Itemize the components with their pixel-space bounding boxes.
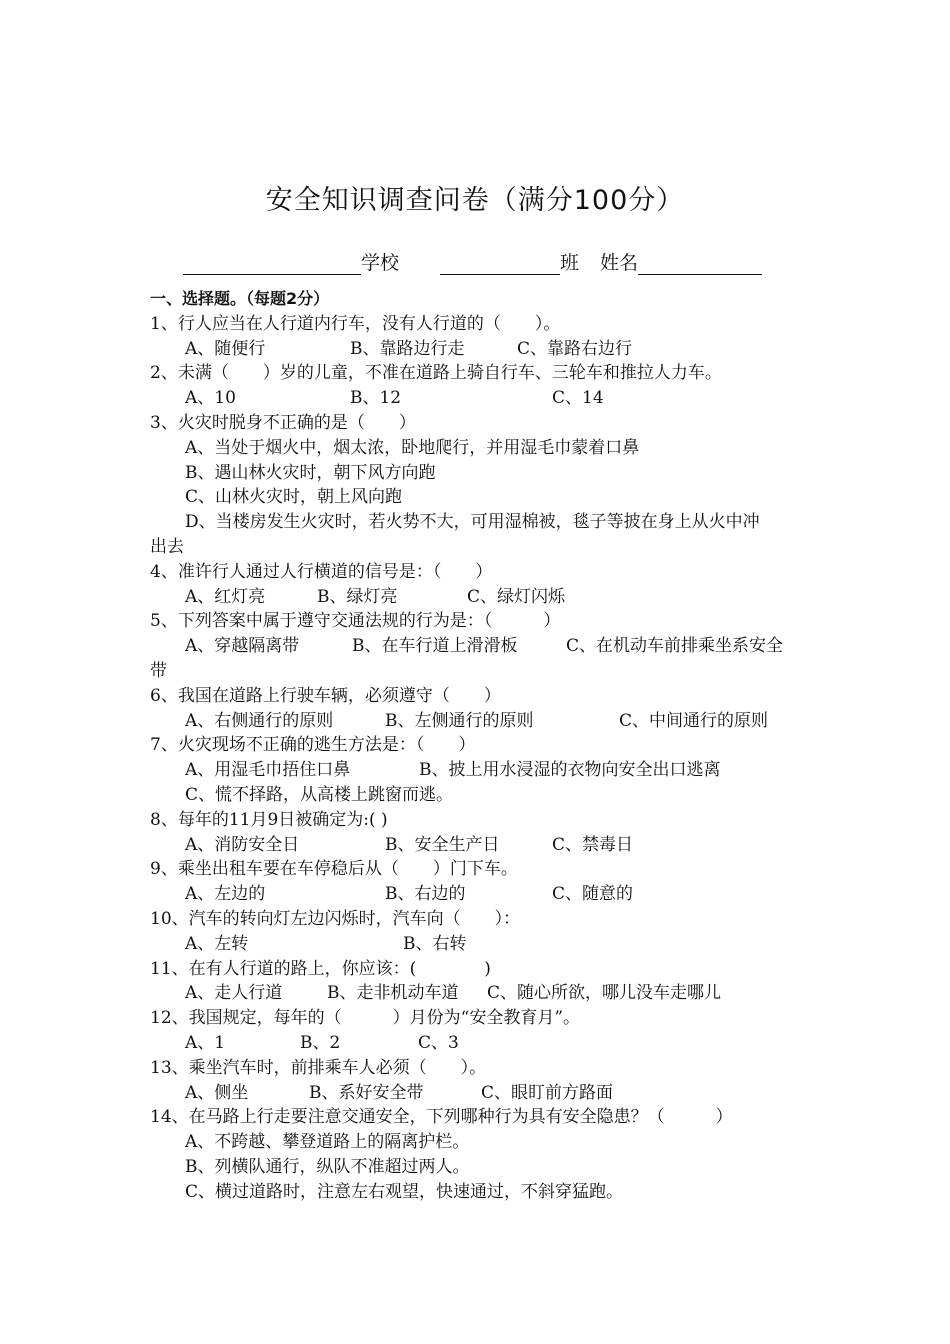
option-c: C、随意的	[552, 884, 634, 905]
question-12: 12、我国规定，每年的（ ）月份为“安全教育月”。	[150, 1008, 581, 1029]
option-c: C、眼盯前方路面	[481, 1082, 614, 1103]
question-3: 3、火灾时脱身不正确的是（ ）	[150, 412, 416, 433]
option-a: A、穿越隔离带	[185, 636, 300, 657]
school-field	[183, 248, 399, 275]
option-a: A、当处于烟火中，烟太浓，卧地爬行，并用湿毛巾蒙着口鼻	[185, 437, 640, 458]
option-b: B、走非机动车道	[327, 983, 459, 1004]
option-d: D、当楼房发生火灾时，若火势不大，可用湿棉被，毯子等披在身上从火中冲	[185, 512, 760, 533]
question-6: 6、我国在道路上行驶车辆，必须遵守（ ）	[150, 685, 501, 706]
question-7: 7、火灾现场不正确的逃生方法是：（ ）	[150, 735, 476, 756]
question-14: 14、在马路上行走要注意交通安全，下列哪种行为具有安全隐患？（ ）	[150, 1107, 733, 1128]
option-b: B、右边的	[385, 884, 466, 905]
option-c: C、随心所欲，哪儿没车走哪儿	[487, 983, 722, 1004]
question-10: 10、汽车的转向灯左边闪烁时，汽车向（ ）：	[150, 908, 521, 929]
info-header	[183, 248, 823, 278]
question-1: 1、行人应当在人行道内行车，没有人行道的（ ）。	[150, 313, 561, 334]
question-4-options	[150, 585, 810, 610]
question-7-options	[150, 758, 810, 783]
question-9: 9、乘坐出租车要在车停稳后从（ ）门下车。	[150, 859, 518, 880]
option-c-continued: 带	[150, 660, 167, 681]
option-c: C、3	[418, 1032, 459, 1053]
question-12-options	[150, 1031, 810, 1056]
option-c: C、绿灯闪烁	[467, 586, 566, 607]
option-b: B、12	[350, 388, 402, 409]
question-6-options	[150, 709, 810, 734]
option-a: A、不跨越、攀登道路上的隔离护栏。	[185, 1132, 470, 1153]
school-blank	[183, 252, 361, 275]
option-d-continued: 出去	[150, 536, 184, 557]
option-a: A、1	[185, 1032, 226, 1053]
section-heading: 一、选择题。（每题2分）	[150, 289, 330, 308]
option-a: A、走人行道	[185, 983, 283, 1004]
question-8: 8、每年的11月9日被确定为:( )	[150, 809, 388, 830]
class-label: 班	[560, 252, 580, 274]
name-label: 姓名	[600, 252, 639, 274]
question-2-options	[150, 386, 810, 411]
question-2: 2、未满（ ）岁的儿童，不准在道路上骑自行车、三轮车和推拉人力车。	[150, 363, 722, 384]
option-a: A、10	[185, 388, 236, 409]
option-b: B、左侧通行的原则	[385, 710, 534, 731]
question-5: 5、下列答案中属于遵守交通法规的行为是：（ ）	[150, 611, 561, 632]
name-field	[600, 248, 762, 275]
question-9-options	[150, 882, 810, 907]
option-b: B、2	[300, 1032, 341, 1053]
option-c: C、14	[552, 388, 604, 409]
question-1-options	[150, 337, 810, 362]
option-c: C、禁毒日	[552, 834, 634, 855]
question-list	[150, 287, 810, 1204]
question-10-options	[150, 932, 810, 957]
option-b: B、列横队通行，纵队不准超过两人。	[185, 1156, 470, 1177]
name-blank	[638, 252, 762, 275]
option-b: B、披上用水浸湿的衣物向安全出口逃离	[419, 760, 721, 781]
question-11-options	[150, 981, 810, 1006]
option-a: A、随便行	[185, 338, 266, 359]
question-13-options	[150, 1081, 810, 1106]
question-5-options	[150, 634, 810, 659]
school-label: 学校	[361, 252, 400, 274]
option-a: A、消防安全日	[185, 834, 300, 855]
option-a: A、左边的	[185, 884, 266, 905]
option-b: B、遇山林火灾时，朝下风方向跑	[185, 462, 436, 483]
option-b: B、右转	[403, 933, 467, 954]
option-c: C、在机动车前排乘坐系安全	[566, 636, 784, 657]
question-4: 4、准许行人通过人行横道的信号是：（ ）	[150, 561, 493, 582]
option-c: C、中间通行的原则	[619, 710, 769, 731]
option-c: C、山林火灾时，朝上风向跑	[185, 487, 403, 508]
option-a: A、右侧通行的原则	[185, 710, 334, 731]
option-a: A、红灯亮	[185, 586, 266, 607]
option-b: B、在车行道上滑滑板	[352, 636, 518, 657]
option-a: A、侧坐	[185, 1082, 249, 1103]
option-a: A、用湿毛巾捂住口鼻	[185, 760, 351, 781]
class-blank	[440, 252, 560, 275]
option-a: A、左转	[185, 933, 249, 954]
option-b: B、靠路边行走	[350, 338, 465, 359]
option-b: B、绿灯亮	[317, 586, 398, 607]
page-title: 安全知识调查问卷（满分100分）	[265, 185, 685, 216]
option-c: C、慌不择路，从高楼上跳窗而逃。	[185, 784, 454, 805]
question-11: 11、在有人行道的路上，你应该：( )	[150, 958, 491, 979]
question-13: 13、乘坐汽车时，前排乘车人必须（ ）。	[150, 1057, 487, 1078]
option-c: C、横过道路时，注意左右观望，快速通过，不斜穿猛跑。	[185, 1181, 624, 1202]
option-c: C、靠路右边行	[517, 338, 633, 359]
question-8-options	[150, 833, 810, 858]
class-field	[440, 248, 579, 275]
option-b: B、安全生产日	[385, 834, 500, 855]
option-b: B、系好安全带	[309, 1082, 424, 1103]
